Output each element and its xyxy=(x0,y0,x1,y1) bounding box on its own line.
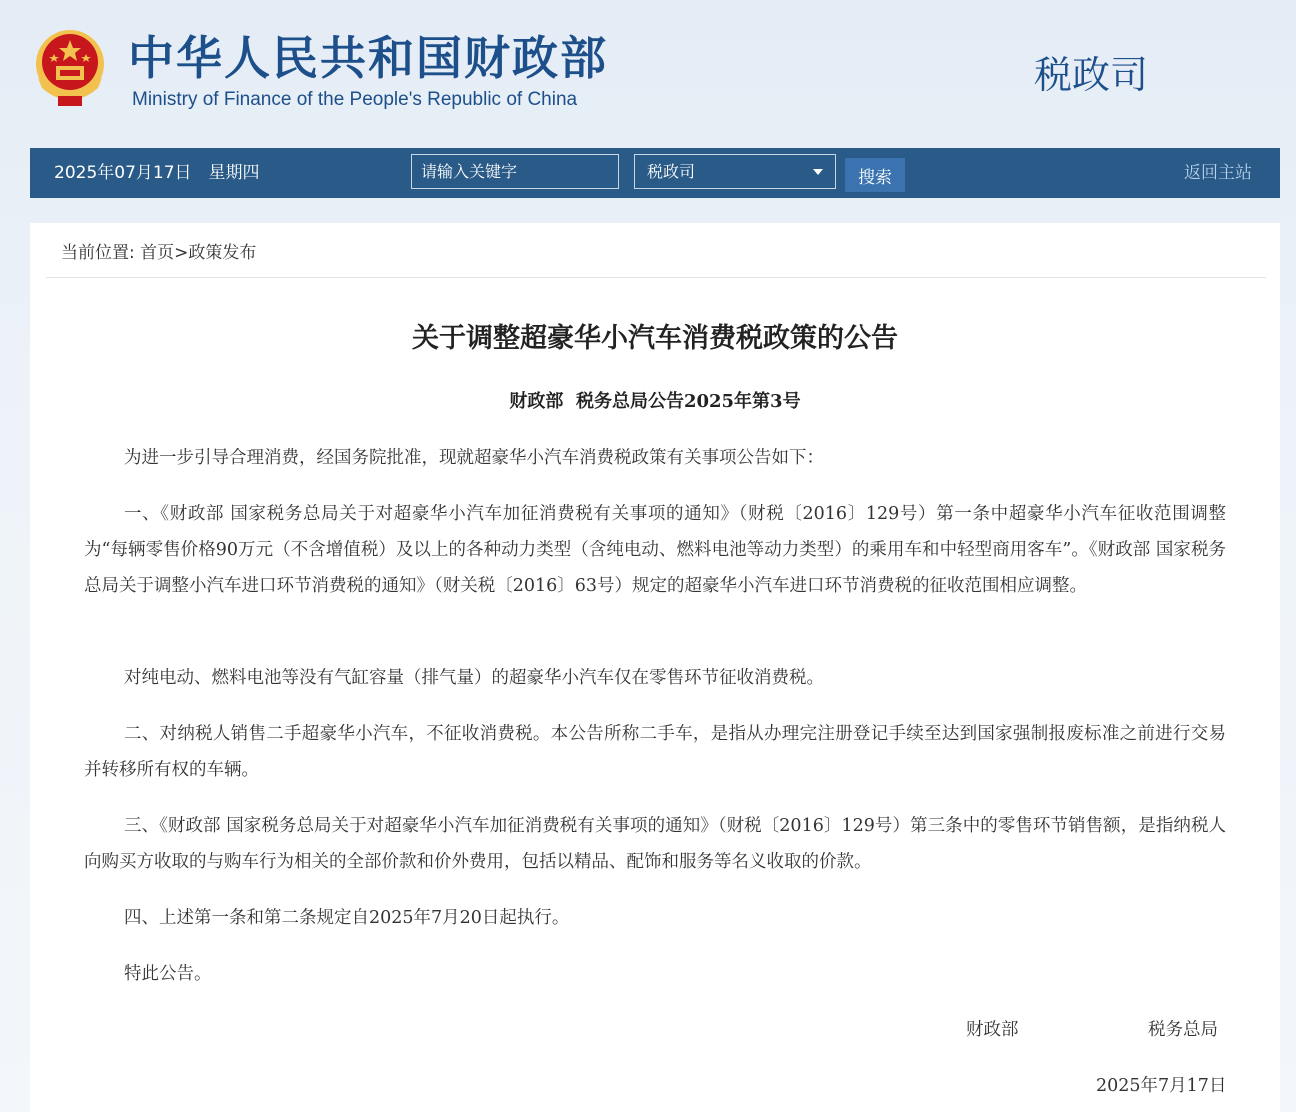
signer-taxation-administration: 税务总局 xyxy=(1148,1020,1218,1040)
article-subtitle: 财政部 税务总局公告2025年第3号 xyxy=(509,391,801,412)
article-paragraph: 一、《财政部 国家税务总局关于对超豪华小汽车加征消费税有关事项的通知》（财税〔2016〕129号）第一条中超豪华小汽车征收范围调整为“每辆零售价格90万元（不含增值税）及以上的各种动力类型（含纯电动、燃料电池等动力类型）的乘用车和中轻型商用客车”。《财政部 国家税务总局关于调整小汽车进口环节消费税的通知》（财关税〔2016〕63号）规定的超豪华小汽车进口环节消费税的征收范围相应调整。 xyxy=(84,504,1226,596)
nav-bar xyxy=(30,148,1280,198)
breadcrumb-current-link[interactable]: 政策发布 xyxy=(188,243,257,263)
signer-ministry-of-finance: 财政部 xyxy=(966,1020,1019,1040)
search-button[interactable]: 搜索 xyxy=(845,158,905,192)
search-input[interactable] xyxy=(411,154,619,189)
national-emblem-icon xyxy=(30,26,110,112)
article-paragraph: 四、上述第一条和第二条规定自2025年7月20日起执行。 xyxy=(124,908,570,928)
return-home-link[interactable]: 返回主站 xyxy=(1184,163,1252,183)
breadcrumb-home-link[interactable]: 首页 xyxy=(140,243,175,263)
article-paragraph: 二、对纳税人销售二手超豪华小汽车，不征收消费税。本公告所称二手车，是指从办理完注册登记手续至达到国家强制报废标准之前进行交易并转移所有权的车辆。 xyxy=(84,724,1226,780)
ministry-name-en: Ministry of Finance of the People's Republic of China xyxy=(132,89,578,110)
article-paragraph: 三、《财政部 国家税务总局关于对超豪华小汽车加征消费税有关事项的通知》（财税〔2016〕129号）第三条中的零售环节销售额，是指纳税人向购买方收取的与购车行为相关的全部价款和价外费用，包括以精品、配饰和服务等名义收取的价款。 xyxy=(84,816,1226,872)
breadcrumb-prefix: 当前位置: xyxy=(61,243,135,263)
breadcrumb-divider xyxy=(46,277,1266,278)
ministry-name-cn: 中华人民共和国财政部 xyxy=(128,31,608,85)
article-paragraph: 为进一步引导合理消费，经国务院批准，现就超豪华小汽车消费税政策有关事项公告如下： xyxy=(124,448,824,468)
announcement-date: 2025年7月17日 xyxy=(1096,1076,1227,1096)
caret-down-icon xyxy=(813,169,823,175)
current-date: 2025年07月17日 星期四 xyxy=(54,163,260,183)
article-paragraph: 对纯电动、燃料电池等没有气缸容量（排气量）的超豪华小汽车仅在零售环节征收消费税。 xyxy=(124,668,824,688)
site-header xyxy=(0,0,1296,140)
department-select[interactable] xyxy=(634,154,836,189)
article-title: 关于调整超豪华小汽车消费税政策的公告 xyxy=(412,323,898,354)
content-panel xyxy=(30,223,1280,1112)
breadcrumb xyxy=(61,241,256,265)
department-name: 税政司 xyxy=(1034,53,1149,97)
article-paragraph: 特此公告。 xyxy=(124,964,212,984)
breadcrumb-separator: > xyxy=(174,243,189,263)
department-select-value: 税政司 xyxy=(647,162,696,181)
